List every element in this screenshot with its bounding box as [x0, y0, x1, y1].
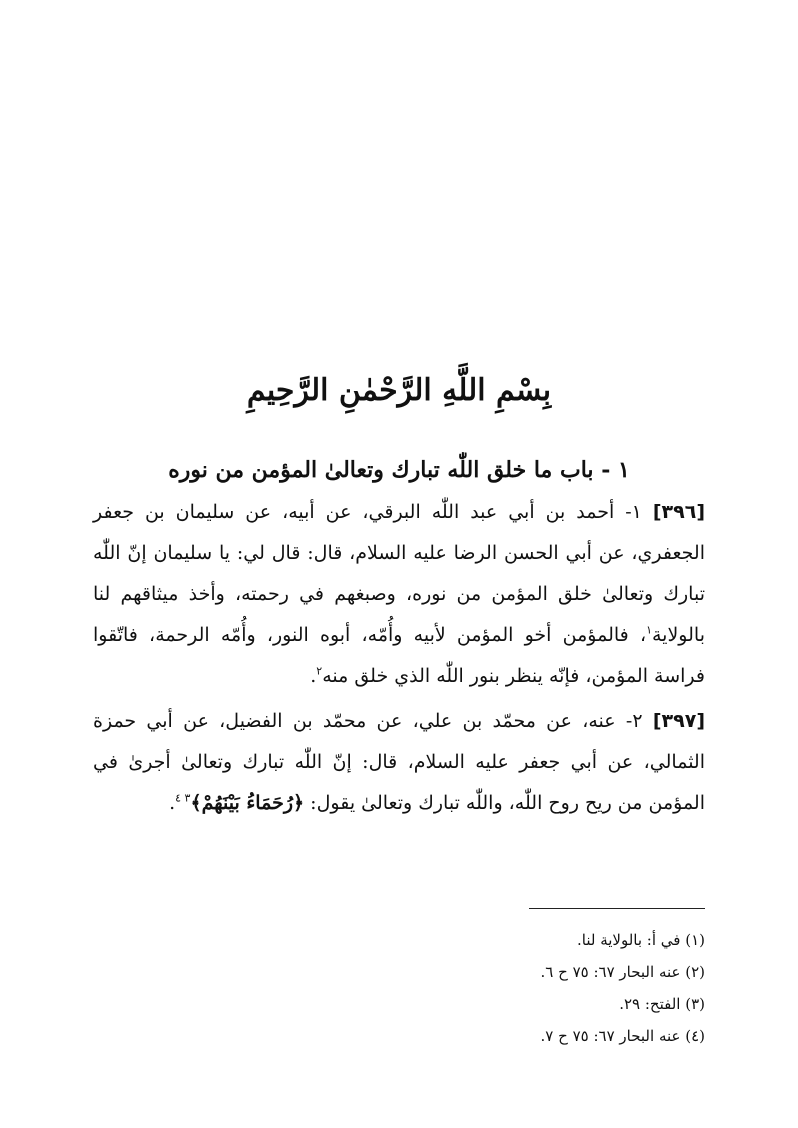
chapter-title: ١ - باب ما خلق اللّٰه تبارك وتعالىٰ المؤمن من نوره	[168, 457, 630, 483]
footnotes-list	[93, 924, 705, 1052]
footnote-item: (١) في أ: بالولاية لنا.	[576, 931, 705, 949]
footnote-marker: ٢	[316, 664, 323, 678]
footnote-item: (٤) عنه البحار ٦٧: ٧٥ ح ٧.	[540, 1027, 705, 1045]
hadith-number: [٣٩٦]	[652, 501, 705, 523]
footnote-item: (٢) عنه البحار ٦٧: ٧٥ ح ٦.	[540, 963, 705, 981]
basmala-heading: بِسْمِ اللَّهِ الرَّحْمٰنِ الرَّحِيمِ	[246, 373, 552, 408]
hadith-text-continued: ، فالمؤمن أخو المؤمن لأبيه وأُمّه، أبوه النور، وأُمّه الرحمة، فاتّقوا فراسة المؤمن، فإنّه ينظر بنور اللّٰه الذي خلق منه	[93, 624, 705, 687]
hadith-paragraph	[93, 492, 705, 697]
footnote-divider	[529, 908, 705, 909]
footnote-marker: ١	[646, 623, 652, 637]
main-text	[93, 492, 705, 824]
hadith-paragraph	[93, 701, 705, 824]
footnote-item: (٣) الفتح: ٢٩.	[619, 995, 705, 1013]
hadith-end-punctuation: .	[310, 665, 317, 687]
hadith-text: ١- أحمد بن أبي عبد اللّٰه البرقي، عن أبيه، عن سليمان بن جعفر الجعفري، عن أبي الحسن الرضا عليه السلام، قال: قال لي: يا سليمان إنّ اللّٰه تبارك وتعالىٰ خلق المؤمن من نوره، وصبغهم في رحمته، وأخذ ميثاقهم لنا بالولاية	[93, 501, 705, 646]
hadith-end-punctuation: .	[169, 792, 176, 814]
footnote-marker: ٣ ٤	[175, 791, 191, 805]
hadith-number: [٣٩٧]	[652, 710, 705, 732]
quran-quote: ﴿رُحَمَاءُ بَيْنَهُمْ﴾	[190, 792, 305, 814]
hadith-text: ٢- عنه، عن محمّد بن علي، عن محمّد بن الفضيل، عن أبي حمزة الثمالي، عن أبي جعفر عليه السلام، قال: إنّ اللّٰه تبارك وتعالىٰ أجرىٰ في المؤمن من ريح روح اللّٰه، واللّٰه تبارك وتعالىٰ يقول:	[93, 710, 705, 814]
